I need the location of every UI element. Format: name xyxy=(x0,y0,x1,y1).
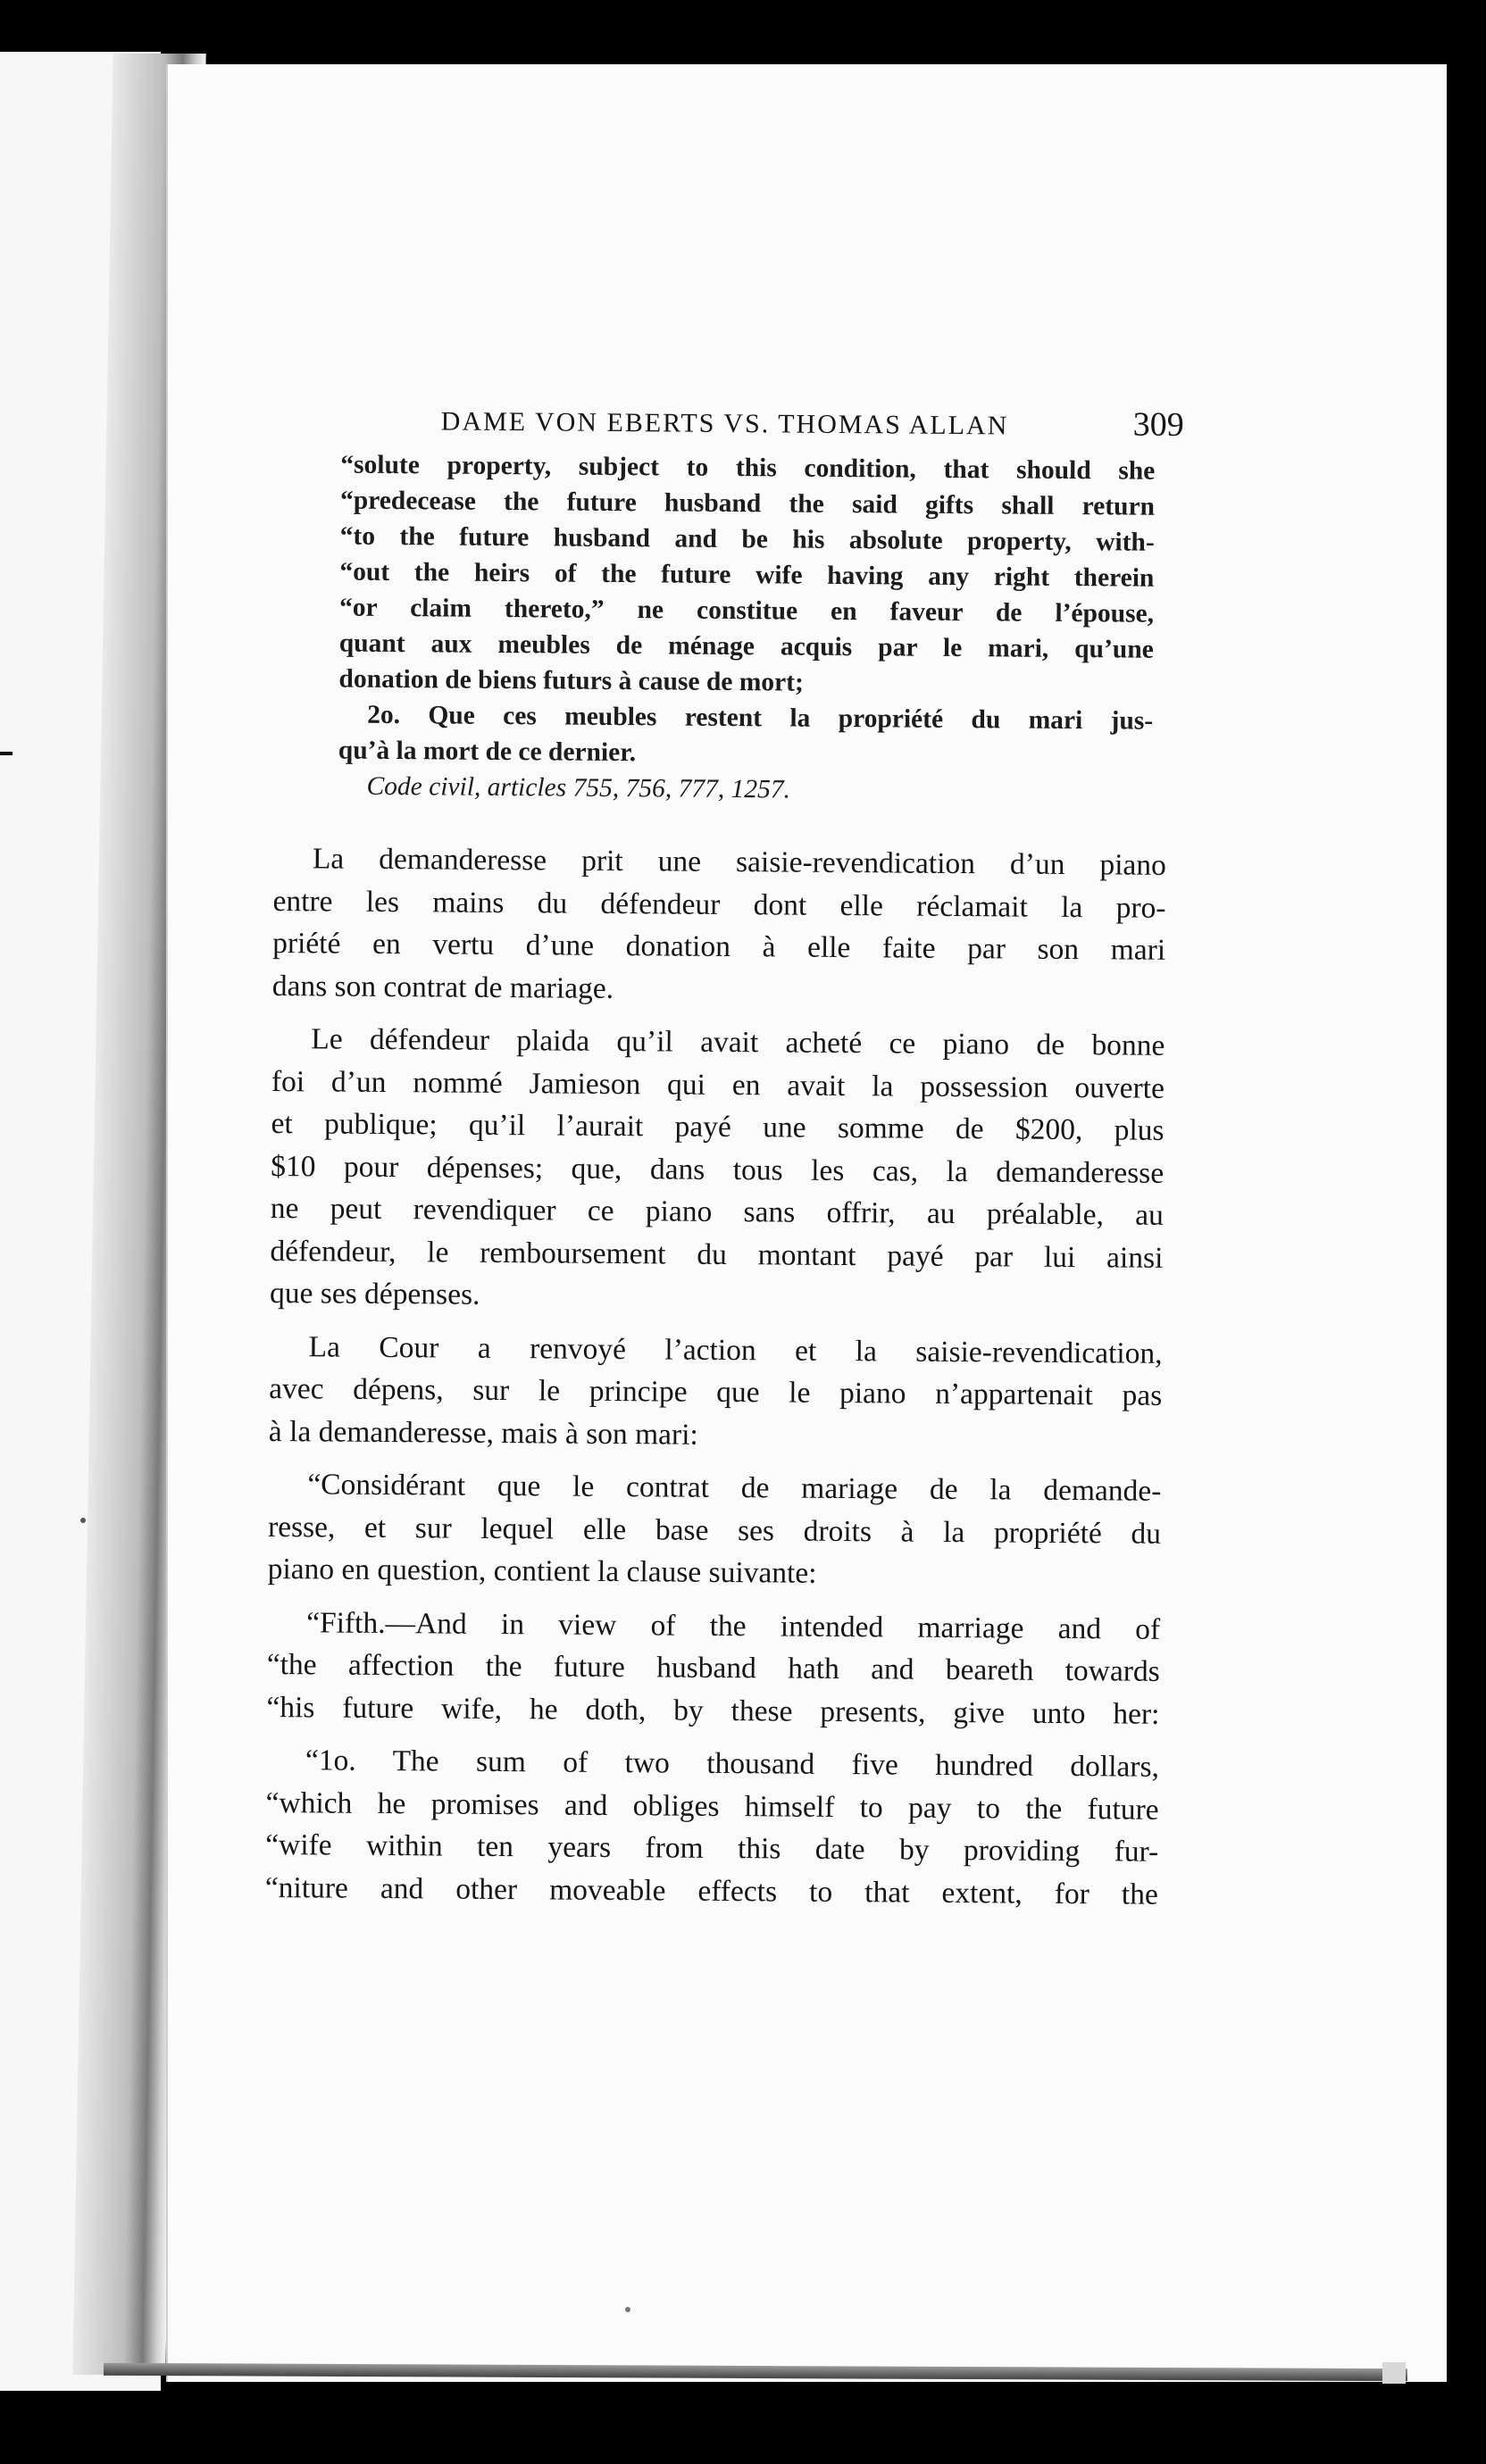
summary-line: “out the heirs of the future wife having any right therein xyxy=(339,557,1155,593)
scan-speck xyxy=(625,2307,630,2312)
text-line: “Fifth.—And in view of the intended marriage and of xyxy=(306,1605,1161,1646)
case-summary xyxy=(273,446,1155,811)
summary-point-2-line: 2o. Que ces meubles restent la propriété du mari jus- xyxy=(367,700,1154,736)
text-line: La Cour a renvoyé l’action et la saisie-revendication, xyxy=(308,1329,1163,1370)
summary-line: “or claim thereto,” ne constitue en faveur de l’épouse, xyxy=(338,593,1155,628)
text-line: La demanderesse prit une saisie-revendication d’un piano xyxy=(312,842,1167,882)
text-line: entre les mains du défendeur dont elle réclamait la pro- xyxy=(272,884,1166,925)
paragraph xyxy=(265,1739,1159,1916)
running-head-title: DAME VON EBERTS VS. THOMAS ALLAN xyxy=(440,406,1009,441)
code-citation: Code civil, articles 755, 756, 777, 1257. xyxy=(366,771,791,804)
text-line: que ses dépenses. xyxy=(269,1276,480,1311)
running-head xyxy=(277,393,1184,454)
text-line: $10 pour dépenses; que, dans tous les cas, la demanderesse xyxy=(271,1149,1165,1190)
judgment-text xyxy=(265,837,1166,1916)
text-line: “wife within ten years from this date by providing fur- xyxy=(265,1827,1159,1869)
text-line: Le défendeur plaida qu’il avait acheté ce piano de bonne xyxy=(311,1022,1165,1062)
page-corner-mark xyxy=(1382,2362,1406,2384)
page-number: 309 xyxy=(1132,405,1184,444)
text-line: “the affection the future husband hath and beareth towards xyxy=(266,1647,1160,1688)
text-line: “niture and other moveable effects to that extent, for the xyxy=(264,1870,1158,1911)
text-line: ne peut revendiquer ce piano sans offrir, au préalable, au xyxy=(270,1191,1164,1232)
text-line: resse, et sur lequel elle base ses droits à la propriété du xyxy=(267,1510,1162,1551)
text-line: dans son contrat de mariage. xyxy=(271,969,614,1005)
paragraph xyxy=(269,1325,1163,1459)
text-line: avec dépens, sur le principe que le piano n’appartenait pas xyxy=(269,1371,1163,1412)
scan-speck xyxy=(80,1518,86,1523)
text-line: “which he promises and obliges himself to pay to the future xyxy=(265,1786,1159,1827)
facing-page-mark xyxy=(0,752,13,755)
summary-line: donation de biens futurs à cause de mort; xyxy=(338,664,804,697)
paragraph xyxy=(266,1601,1160,1735)
page-content xyxy=(264,393,1184,1916)
summary-point-2-line: qu’à la mort de ce dernier. xyxy=(338,736,637,768)
text-line: “1o. The sum of two thousand five hundred dollars, xyxy=(305,1744,1160,1784)
text-line: foi d’un nommé Jamieson qui en avait la possession ouverte xyxy=(271,1064,1165,1105)
summary-line: “to the future husband and be his absolute property, with- xyxy=(339,521,1155,557)
text-line: “Considérant que le contrat de mariage de la demande- xyxy=(307,1468,1162,1508)
text-line: défendeur, le remboursement du montant payé par lui ainsi xyxy=(270,1234,1164,1275)
paragraph xyxy=(267,1463,1161,1597)
text-line: “his future wife, he doth, by these presents, give unto her: xyxy=(266,1690,1160,1731)
summary-line: “predecease the future husband the said gifts shall return xyxy=(339,486,1156,521)
text-line: à la demanderesse, mais à son mari: xyxy=(268,1414,698,1452)
text-line: priété en vertu d’une donation à elle faite par son mari xyxy=(272,926,1166,967)
summary-line: quant aux meubles de ménage acquis par le mari, qu’une xyxy=(338,628,1154,664)
text-line: et publique; qu’il l’aurait payé une somme de $200, plus xyxy=(271,1106,1165,1147)
paragraph xyxy=(270,1018,1165,1321)
paragraph xyxy=(272,837,1166,1014)
summary-line: “solute property, subject to this condition, that should she xyxy=(340,450,1156,486)
text-line: piano en question, contient la clause suivante: xyxy=(267,1552,817,1590)
